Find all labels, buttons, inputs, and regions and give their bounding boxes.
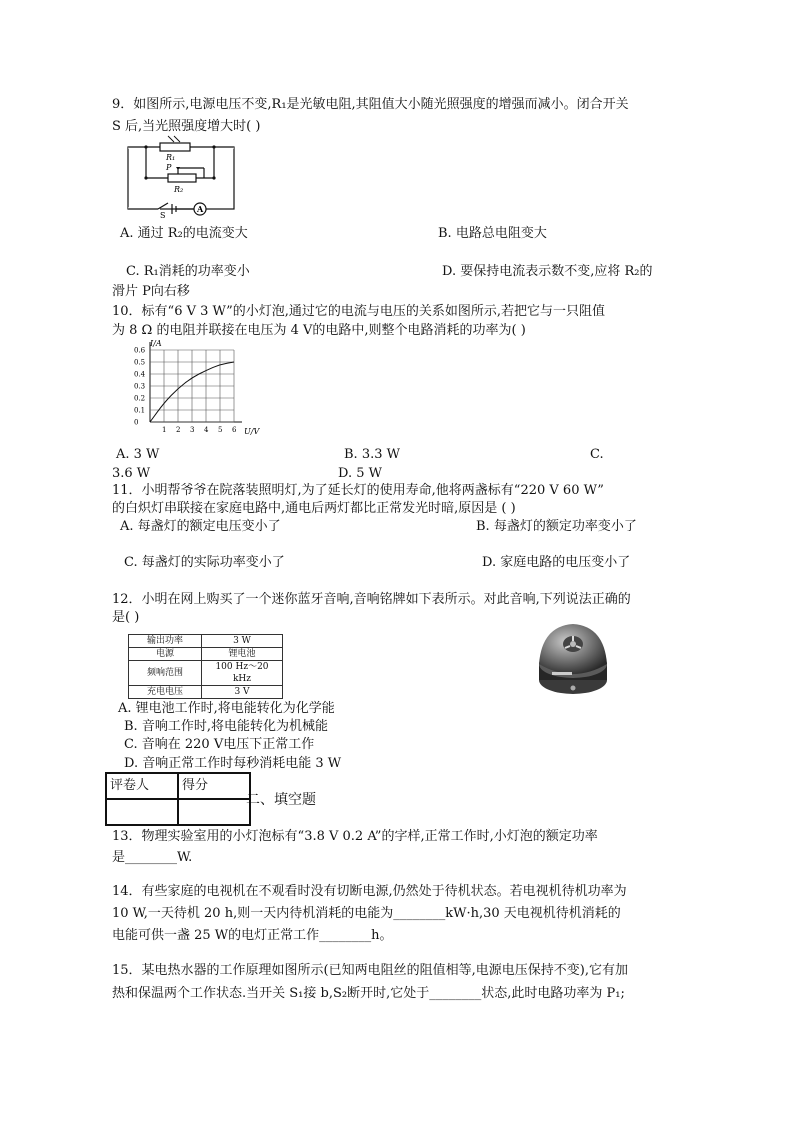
q13-stem-line2: 是________W. [112, 850, 193, 865]
chart-xtick-label: 2 [176, 426, 181, 434]
q9-option-d-line2: 滑片 P向右移 [112, 284, 190, 299]
q11-option-d: D. 家庭电路的电压变小了 [482, 555, 631, 570]
section-title: 二、填空题 [246, 792, 316, 808]
grading-score-field[interactable] [178, 799, 250, 825]
table-cell: 输出功率 [129, 635, 202, 648]
grading-reviewer-label: 评卷人 [106, 773, 178, 799]
q10-stem-line1: 10．标有“6 V 3 W”的小灯泡,通过它的电流与电压的关系如图所示,若把它与一只阻值 [112, 304, 606, 319]
chart-xtick-label: 1 [162, 426, 167, 434]
q12-option-c: C. 音响在 220 V电压下正常工作 [124, 737, 315, 752]
q10-stem-line2: 为 8 Ω 的电阻并联接在电压为 4 V的电路中,则整个电路消耗的功率为( ) [112, 323, 526, 338]
table-row [129, 661, 283, 686]
q12-option-b: B. 音响工作时,将电能转化为机械能 [124, 719, 328, 734]
q15-stem-line2: 热和保温两个工作状态.当开关 S₁接 b,S₂断开时,它处于________状态,此时电路功率为 P₁; [112, 986, 625, 1001]
q15-stem-line1: 15．某电热水器的工作原理如图所示(已知两电阻丝的阻值相等,电源电压保持不变),它有加 [112, 963, 628, 978]
q14-stem-line1: 14．有些家庭的电视机在不观看时没有切断电源,仍然处于待机状态。若电视机待机功率为 [112, 884, 627, 899]
table-cell: 锂电池 [202, 648, 283, 661]
q9-label-s: S [160, 211, 166, 220]
chart-ytick-label: 0.3 [134, 382, 146, 391]
q9-option-a: A. 通过 R₂的电流变大 [120, 226, 248, 241]
chart-xtick-label: 6 [232, 426, 237, 434]
q9-label-r1: R₁ [166, 153, 176, 162]
table-cell: 充电电压 [129, 686, 202, 699]
grading-reviewer-field[interactable] [106, 799, 178, 825]
chart-ytick-label: 0.5 [134, 358, 146, 367]
q12-stem-line2: 是( ) [112, 610, 140, 625]
q12-option-a: A. 锂电池工作时,将电能转化为化学能 [118, 701, 335, 716]
q9-label-ammeter: A [197, 204, 204, 214]
q9-stem-line1: 9．如图所示,电源电压不变,R₁是光敏电阻,其阻值大小随光照强度的增强而减小。闭合开关 [112, 97, 629, 112]
chart-ytick-label: 0.6 [134, 346, 146, 355]
q11-stem-line2: 的白炽灯串联接在家庭电路中,通电后两灯都比正常发光时暗,原因是 ( ) [112, 501, 516, 516]
chart-xtick-label: 5 [218, 426, 223, 434]
q10-option-d: D. 5 W [338, 466, 382, 481]
q9-label-r2: R₂ [174, 185, 184, 194]
q9-option-c: C. R₁消耗的功率变小 [126, 264, 250, 279]
q11-option-b: B. 每盏灯的额定功率变小了 [476, 519, 637, 534]
table-cell: 频响范围 [129, 661, 202, 686]
q10-option-a: A. 3 W [116, 447, 160, 462]
q11-option-a: A. 每盏灯的额定电压变小了 [120, 519, 281, 534]
q13-stem-line1: 13．物理实验室用的小灯泡标有“3.8 V 0.2 A”的字样,正常工作时,小灯泡的额定功率 [112, 829, 598, 844]
grading-score-label: 得分 [178, 773, 250, 799]
q9-option-d-line1: D. 要保持电流表示数不变,应将 R₂的 [442, 264, 653, 279]
q10-option-c-value: 3.6 W [112, 466, 151, 481]
table-cell: 100 Hz～20 kHz [202, 661, 283, 686]
table-row [129, 648, 283, 661]
chart-xlabel: U/V [244, 427, 260, 436]
q12-option-d: D. 音响正常工作时每秒消耗电能 3 W [124, 756, 342, 771]
q10-option-b: B. 3.3 W [344, 447, 400, 462]
chart-ytick-label: 0.2 [134, 394, 146, 403]
table-cell: 3 V [202, 686, 283, 699]
chart-ytick-label: 0.4 [134, 370, 146, 379]
q14-stem-line3: 电能可供一盏 25 W的电灯正常工作________h。 [112, 928, 393, 943]
q10-iv-chart [116, 340, 266, 440]
q12-spec-table [128, 634, 283, 699]
q10-option-c-label: C. [590, 447, 604, 462]
speaker-image [532, 618, 614, 698]
q9-stem-line2: S 后,当光照强度增大时( ) [112, 119, 261, 134]
table-cell: 3 W [202, 635, 283, 648]
chart-xtick-label: 3 [190, 426, 195, 434]
q11-stem-line1: 11．小明帮爷爷在院落装照明灯,为了延长灯的使用寿命,他将两盏标有“220 V 60 W” [112, 483, 604, 498]
q9-label-p: P [166, 163, 172, 172]
chart-ylabel: I/A [150, 339, 162, 348]
chart-ytick-label: 0 [134, 418, 139, 427]
table-row [129, 635, 283, 648]
table-row [129, 686, 283, 699]
q9-circuit-diagram [124, 142, 244, 220]
q11-option-c: C. 每盏灯的实际功率变小了 [124, 555, 285, 570]
grading-box [105, 772, 251, 826]
q12-stem-line1: 12．小明在网上购买了一个迷你蓝牙音响,音响铭牌如下表所示。对此音响,下列说法正确的 [112, 592, 631, 607]
q14-stem-line2: 10 W,一天待机 20 h,则一天内待机消耗的电能为________kW·h,30 天电视机待机消耗的 [112, 906, 621, 921]
chart-xtick-label: 4 [204, 426, 209, 434]
chart-ytick-label: 0.1 [134, 406, 146, 415]
table-cell: 电源 [129, 648, 202, 661]
q9-option-b: B. 电路总电阻变大 [438, 226, 547, 241]
